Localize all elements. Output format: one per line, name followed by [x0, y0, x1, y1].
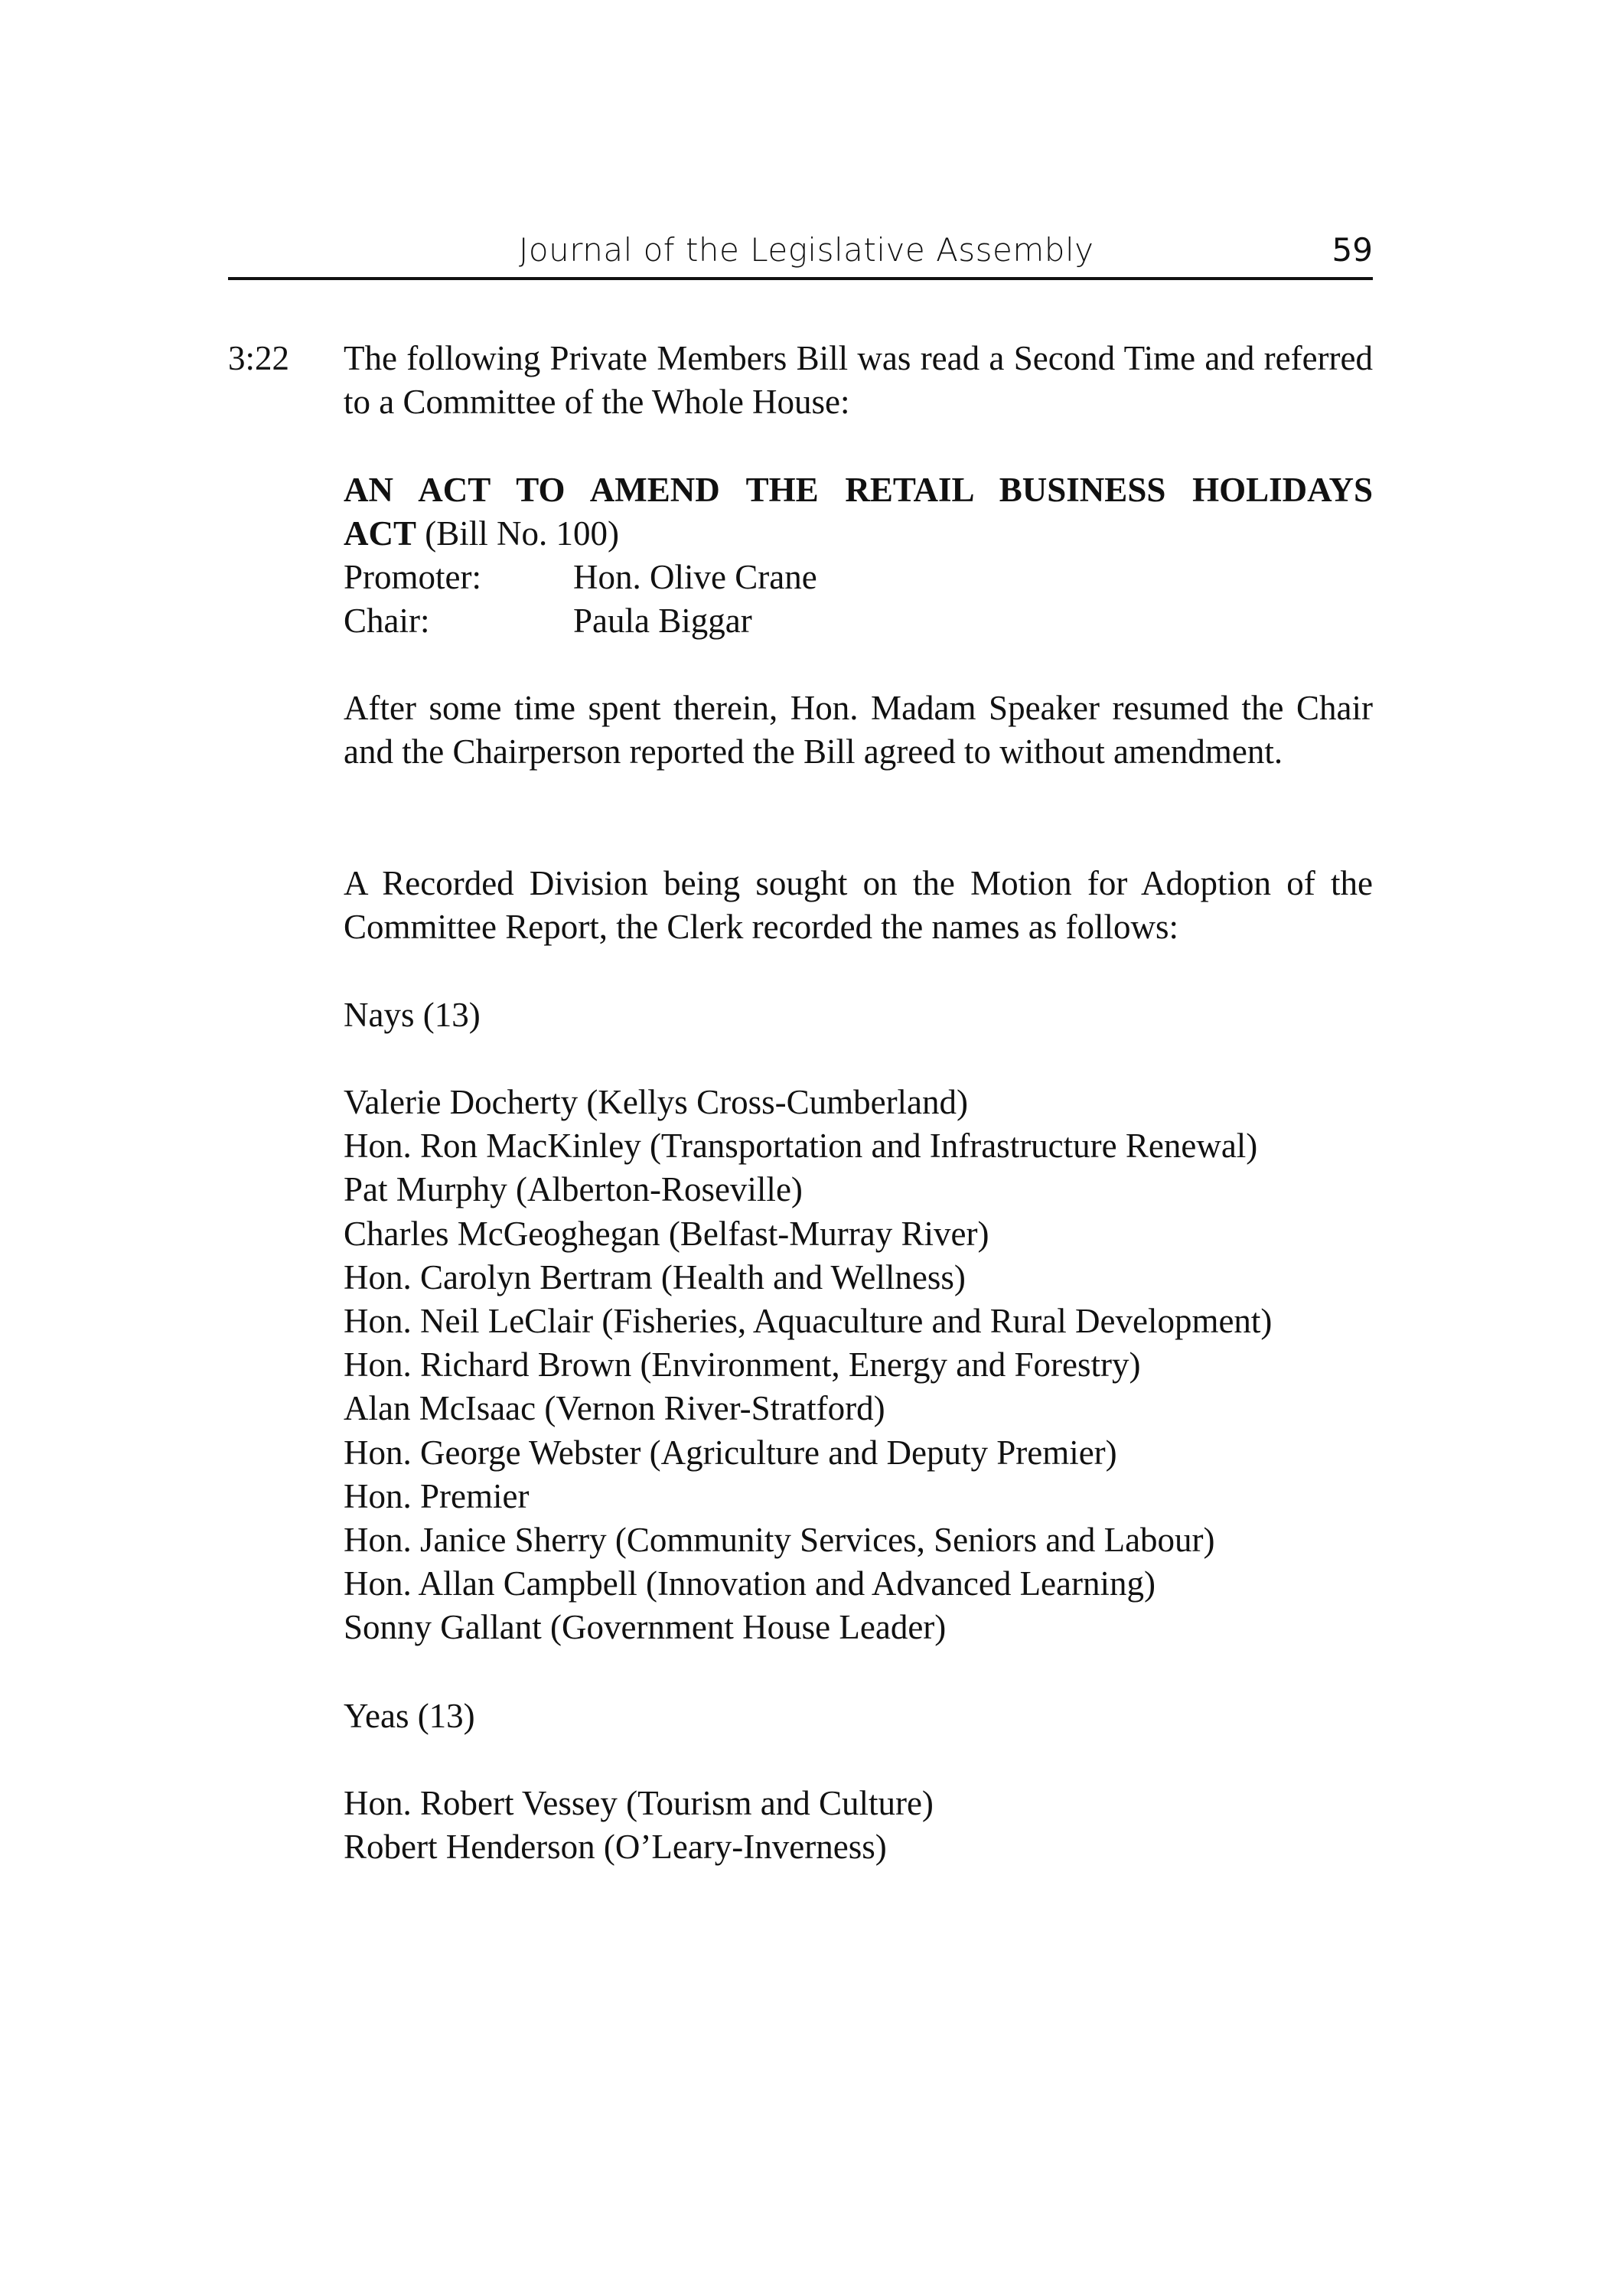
committee-report-paragraph: After some time spent therein, Hon. Madam Speaker resumed the Chair and the Chairperson reported the Bill agreed to without amendment.: [344, 689, 1373, 771]
chair-row: [344, 599, 752, 643]
nay-member: Alan McIsaac (Vernon River-Stratford): [344, 1389, 885, 1428]
journal-title: Journal of the Legislative Assembly: [519, 231, 1094, 269]
promoter-label: Promoter:: [344, 558, 481, 596]
yeas-heading: Yeas (13): [344, 1697, 475, 1735]
yea-member: Robert Henderson (O’Leary-Inverness): [344, 1828, 887, 1867]
nay-member: Hon. Neil LeClair (Fisheries, Aquaculture and Rural Development): [344, 1302, 1273, 1341]
bill-title: AN ACT TO AMEND THE RETAIL BUSINESS HOLIDAYS: [344, 471, 1373, 509]
nay-member: Hon. Ron MacKinley (Transportation and Infrastructure Renewal): [344, 1127, 1258, 1166]
nay-member: Hon. Janice Sherry (Community Services, Seniors and Labour): [344, 1521, 1215, 1560]
nay-member: Hon. Carolyn Bertram (Health and Wellness): [344, 1257, 966, 1296]
chair-name: Paula Biggar: [573, 602, 752, 640]
nay-member: Hon. Richard Brown (Environment, Energy and Forestry): [344, 1345, 1141, 1384]
page-number: 59: [1332, 231, 1373, 269]
yea-member: Hon. Robert Vessey (Tourism and Culture): [344, 1784, 934, 1822]
nay-member: Charles McGeoghegan (Belfast-Murray River): [344, 1214, 989, 1253]
promoter-name: Hon. Olive Crane: [573, 558, 817, 596]
chair-label: Chair:: [344, 602, 430, 640]
nays-list: [344, 1081, 1272, 1650]
entry-time: 3:22: [228, 339, 290, 377]
bill-number: (Bill No. 100): [416, 514, 620, 553]
nay-member: Sonny Gallant (Government House Leader): [344, 1608, 947, 1647]
nay-member: Hon. Premier: [344, 1476, 530, 1515]
nay-member: Pat Murphy (Alberton-Roseville): [344, 1170, 803, 1209]
page-header: [228, 230, 1373, 280]
nays-heading: Nays (13): [344, 996, 481, 1034]
promoter-row: [344, 556, 817, 599]
nay-member: Hon. Allan Campbell (Innovation and Advanced Learning): [344, 1564, 1156, 1603]
nay-member: Valerie Docherty (Kellys Cross-Cumberland): [344, 1083, 969, 1121]
yeas-list: [344, 1782, 934, 1869]
intro-paragraph: The following Private Members Bill was read a Second Time and referred to a Committee of the Whole House:: [344, 339, 1373, 421]
bill-title-end: ACT: [344, 514, 417, 553]
bill-title-continuation: [344, 512, 1373, 556]
nay-member: Hon. George Webster (Agriculture and Deputy Premier): [344, 1433, 1117, 1472]
recorded-division-paragraph: A Recorded Division being sought on the Motion for Adoption of the Committee Report, the Clerk recorded the names as follows:: [344, 864, 1373, 946]
